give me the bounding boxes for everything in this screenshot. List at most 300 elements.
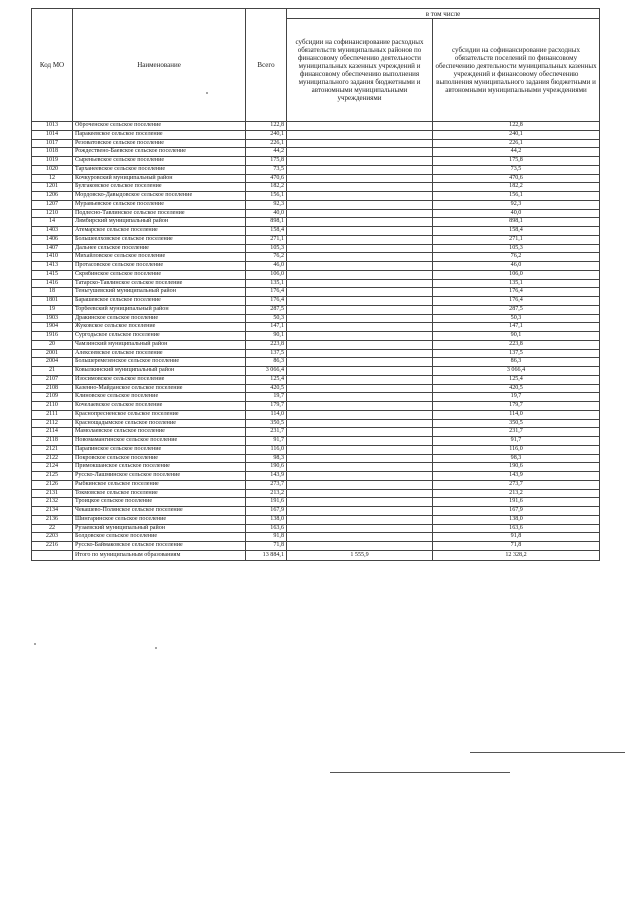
row-sub2: 3 066,4 (433, 367, 600, 376)
row-sub2: 125,4 (433, 375, 600, 384)
row-name: Изосимовское сельское поселение (73, 375, 246, 384)
row-sub2: 50,3 (433, 314, 600, 323)
row-sub1 (287, 445, 433, 454)
row-sub1 (287, 130, 433, 139)
row-total: 91,7 (246, 437, 287, 446)
row-sub2: 122,8 (433, 122, 600, 131)
row-sub2: 137,5 (433, 349, 600, 358)
table-row (32, 393, 600, 402)
table-row (32, 480, 600, 489)
row-code: 2134 (32, 507, 73, 516)
row-sub2: 213,2 (433, 489, 600, 498)
row-total: 3 066,4 (246, 367, 287, 376)
row-total: 125,4 (246, 375, 287, 384)
row-total: 191,6 (246, 498, 287, 507)
row-total: 182,2 (246, 183, 287, 192)
row-sub1 (287, 148, 433, 157)
row-code: 2108 (32, 384, 73, 393)
row-name: Рузаевский муниципальный район (73, 524, 246, 533)
row-name: Русско-Баймаковское сельское поселение (73, 542, 246, 551)
row-sub1 (287, 463, 433, 472)
row-code: 1206 (32, 192, 73, 201)
row-sub1 (287, 279, 433, 288)
row-total: 135,1 (246, 279, 287, 288)
row-sub2: 98,3 (433, 454, 600, 463)
row-sub2: 147,1 (433, 323, 600, 332)
row-sub1 (287, 367, 433, 376)
table-row (32, 305, 600, 314)
total-sub1: 1 555,9 (287, 550, 433, 560)
row-sub1 (287, 270, 433, 279)
row-code: 2110 (32, 402, 73, 411)
row-total: 114,0 (246, 410, 287, 419)
row-sub2: 175,8 (433, 157, 600, 166)
row-total: 147,1 (246, 323, 287, 332)
row-name: Покровское сельское поселение (73, 454, 246, 463)
total-sub2: 12 328,2 (433, 550, 600, 560)
row-name: Краснопресненское сельское поселение (73, 410, 246, 419)
row-code: 2107 (32, 375, 73, 384)
row-total: 271,1 (246, 235, 287, 244)
row-code: 2004 (32, 358, 73, 367)
row-total: 50,3 (246, 314, 287, 323)
scan-speck (34, 643, 36, 645)
row-sub2: 73,5 (433, 165, 600, 174)
row-name: Парапинское сельское поселение (73, 445, 246, 454)
row-code: 1415 (32, 270, 73, 279)
total-row (32, 550, 600, 560)
table-row (32, 122, 600, 131)
row-name: Алексеевское сельское поселение (73, 349, 246, 358)
row-code: 1017 (32, 139, 73, 148)
row-sub2: 898,1 (433, 218, 600, 227)
row-name: Теньгушевский муниципальный район (73, 288, 246, 297)
row-sub2: 223,8 (433, 340, 600, 349)
table-row (32, 437, 600, 446)
row-code: 20 (32, 340, 73, 349)
row-sub2: 179,7 (433, 402, 600, 411)
table-row (32, 410, 600, 419)
row-code: 2203 (32, 533, 73, 542)
row-code: 2121 (32, 445, 73, 454)
row-total: 223,8 (246, 340, 287, 349)
table-row (32, 157, 600, 166)
table-row (32, 402, 600, 411)
row-code: 2109 (32, 393, 73, 402)
table-row (32, 340, 600, 349)
table-row (32, 454, 600, 463)
row-sub2: 138,0 (433, 515, 600, 524)
table-row (32, 445, 600, 454)
table-row (32, 235, 600, 244)
row-sub1 (287, 122, 433, 131)
row-code: 2216 (32, 542, 73, 551)
row-sub1 (287, 393, 433, 402)
row-sub2: 92,3 (433, 200, 600, 209)
row-name: Атемарское сельское поселение (73, 227, 246, 236)
row-total: 98,3 (246, 454, 287, 463)
row-sub2: 240,1 (433, 130, 600, 139)
row-total: 143,9 (246, 472, 287, 481)
row-sub2: 176,4 (433, 288, 600, 297)
table-row (32, 165, 600, 174)
row-total: 91,8 (246, 533, 287, 542)
row-code: 1801 (32, 297, 73, 306)
row-code: 1020 (32, 165, 73, 174)
row-name: Булгаковское сельское поселение (73, 183, 246, 192)
table-row (32, 367, 600, 376)
row-code: 1018 (32, 148, 73, 157)
row-code: 1210 (32, 209, 73, 218)
row-code: 1406 (32, 235, 73, 244)
table-row (32, 253, 600, 262)
table-row (32, 515, 600, 524)
row-sub1 (287, 297, 433, 306)
row-code: 1903 (32, 314, 73, 323)
row-name: Скрябинское сельское поселение (73, 270, 246, 279)
row-name: Большеремезенское сельское поселение (73, 358, 246, 367)
row-name: Барашевское сельское поселение (73, 297, 246, 306)
row-sub2: 287,5 (433, 305, 600, 314)
row-sub2: 135,1 (433, 279, 600, 288)
table-row (32, 192, 600, 201)
row-name: Большеелховское сельское поселение (73, 235, 246, 244)
row-name: Краснощадымское сельское поселение (73, 419, 246, 428)
row-sub2: 191,6 (433, 498, 600, 507)
subsidy-table (31, 8, 600, 561)
table-row (32, 358, 600, 367)
row-sub1 (287, 174, 433, 183)
row-name: Мамолаевское сельское поселение (73, 428, 246, 437)
table-row (32, 349, 600, 358)
row-sub1 (287, 323, 433, 332)
row-sub1 (287, 157, 433, 166)
row-sub2: 231,7 (433, 428, 600, 437)
row-code: 14 (32, 218, 73, 227)
table-row (32, 419, 600, 428)
row-name: Подлесно-Тавлинское сельское поселение (73, 209, 246, 218)
row-sub1 (287, 332, 433, 341)
row-name: Тарханеевское сельское поселение (73, 165, 246, 174)
col-header-group: в том числе (287, 9, 600, 19)
signature-line (330, 772, 510, 773)
row-code: 19 (32, 305, 73, 314)
table-row (32, 463, 600, 472)
row-name: Ковылкинский муниципальный район (73, 367, 246, 376)
row-sub2: 105,3 (433, 244, 600, 253)
row-code: 1201 (32, 183, 73, 192)
col-header-sub2: субсидии на софинансирование расходных обязательств поселений по финансовому обеспечению деятельности муниципальных казенных учреждений и финансовому обеспечению выполнения муниципального задания бюджетными и автономными муниципальными учреждениями (433, 19, 600, 122)
row-sub1 (287, 139, 433, 148)
row-code: 2112 (32, 419, 73, 428)
row-total: 86,3 (246, 358, 287, 367)
row-code: 1403 (32, 227, 73, 236)
row-code: 1207 (32, 200, 73, 209)
row-name: Болдовское сельское поселение (73, 533, 246, 542)
table-row (32, 323, 600, 332)
row-sub2: 76,2 (433, 253, 600, 262)
row-sub2: 273,7 (433, 480, 600, 489)
row-sub1 (287, 227, 433, 236)
row-sub1 (287, 524, 433, 533)
row-sub1 (287, 244, 433, 253)
col-header-total: Всего (246, 9, 287, 122)
row-sub2: 420,5 (433, 384, 600, 393)
table-row (32, 489, 600, 498)
row-total: 350,5 (246, 419, 287, 428)
row-sub2: 226,1 (433, 139, 600, 148)
row-code: 2124 (32, 463, 73, 472)
row-name: Рыбкинское сельское поселение (73, 480, 246, 489)
row-name: Лямбирский муниципальный район (73, 218, 246, 227)
row-sub1 (287, 437, 433, 446)
row-name: Сургодьское сельское поселение (73, 332, 246, 341)
row-total: 106,0 (246, 270, 287, 279)
row-total: 122,8 (246, 122, 287, 131)
row-sub1 (287, 489, 433, 498)
row-name: Дальнее сельское поселение (73, 244, 246, 253)
row-code: 2118 (32, 437, 73, 446)
row-name: Чекашево-Полянское сельское поселение (73, 507, 246, 516)
row-sub1 (287, 498, 433, 507)
table-row (32, 244, 600, 253)
row-sub2: 86,3 (433, 358, 600, 367)
row-sub1 (287, 235, 433, 244)
table-row (32, 279, 600, 288)
total-code (32, 550, 73, 560)
row-total: 420,5 (246, 384, 287, 393)
row-sub2: 190,6 (433, 463, 600, 472)
table-row (32, 148, 600, 157)
row-total: 175,8 (246, 157, 287, 166)
row-sub2: 90,1 (433, 332, 600, 341)
row-sub1 (287, 288, 433, 297)
table-row (32, 314, 600, 323)
row-sub2: 91,7 (433, 437, 600, 446)
row-name: Чамзинский муниципальный район (73, 340, 246, 349)
row-total: 176,4 (246, 288, 287, 297)
row-sub1 (287, 209, 433, 218)
row-name: Клиновское сельское поселение (73, 393, 246, 402)
row-sub1 (287, 480, 433, 489)
table-row (32, 139, 600, 148)
row-name: Жуковское сельское поселение (73, 323, 246, 332)
scan-speck (155, 647, 157, 649)
row-sub2: 46,0 (433, 262, 600, 271)
row-total: 470,6 (246, 174, 287, 183)
row-name: Кочелаевское сельское поселение (73, 402, 246, 411)
row-total: 105,3 (246, 244, 287, 253)
row-code: 1916 (32, 332, 73, 341)
row-name: Резоватовское сельское поселение (73, 139, 246, 148)
row-name: Рождествено-Баевское сельское поселение (73, 148, 246, 157)
row-sub2: 271,1 (433, 235, 600, 244)
row-sub2: 40,0 (433, 209, 600, 218)
row-name: Торбеевский муниципальный район (73, 305, 246, 314)
row-name: Примокшанское сельское поселение (73, 463, 246, 472)
row-name: Татарско-Тавлинское сельское поселение (73, 279, 246, 288)
row-total: 240,1 (246, 130, 287, 139)
row-code: 1407 (32, 244, 73, 253)
table-row (32, 533, 600, 542)
table-row (32, 174, 600, 183)
row-name: Токмовское сельское поселение (73, 489, 246, 498)
row-total: 190,6 (246, 463, 287, 472)
row-total: 116,0 (246, 445, 287, 454)
col-header-sub1: субсидии на софинансирование расходных обязательств муниципальных районов по финансовому обеспечению деятельности муниципальных казенных учреждений и финансовому обеспечению выполнения муниципального задания бюджетными и автономными муниципальными учреждениями (287, 19, 433, 122)
row-sub1 (287, 410, 433, 419)
table-row (32, 227, 600, 236)
row-total: 44,2 (246, 148, 287, 157)
row-code: 2001 (32, 349, 73, 358)
row-name: Кочкуровский муниципальный район (73, 174, 246, 183)
row-name: Казенно-Майданское сельское поселение (73, 384, 246, 393)
row-total: 213,2 (246, 489, 287, 498)
row-sub1 (287, 314, 433, 323)
row-sub1 (287, 472, 433, 481)
row-sub2: 156,1 (433, 192, 600, 201)
row-name: Мордовско-Давыдовское сельское поселение (73, 192, 246, 201)
row-name: Муравьевское сельское поселение (73, 200, 246, 209)
table-row (32, 288, 600, 297)
row-sub1 (287, 507, 433, 516)
table-row (32, 498, 600, 507)
row-code: 1416 (32, 279, 73, 288)
row-total: 158,4 (246, 227, 287, 236)
row-sub2: 143,9 (433, 472, 600, 481)
row-sub1 (287, 419, 433, 428)
table-row (32, 384, 600, 393)
row-sub1 (287, 200, 433, 209)
table-row (32, 297, 600, 306)
row-sub1 (287, 218, 433, 227)
row-total: 138,0 (246, 515, 287, 524)
row-code: 18 (32, 288, 73, 297)
table-row (32, 262, 600, 271)
row-sub2: 470,6 (433, 174, 600, 183)
row-sub2: 44,2 (433, 148, 600, 157)
row-total: 179,7 (246, 402, 287, 411)
row-total: 46,0 (246, 262, 287, 271)
row-sub1 (287, 349, 433, 358)
row-total: 167,9 (246, 507, 287, 516)
col-header-code: Код МО (32, 9, 73, 122)
row-total: 226,1 (246, 139, 287, 148)
table-row (32, 183, 600, 192)
table-row (32, 218, 600, 227)
row-sub2: 350,5 (433, 419, 600, 428)
row-sub2: 19,7 (433, 393, 600, 402)
row-total: 73,5 (246, 165, 287, 174)
row-code: 2114 (32, 428, 73, 437)
row-name: Михайловское сельское поселение (73, 253, 246, 262)
row-sub2: 163,6 (433, 524, 600, 533)
row-sub1 (287, 305, 433, 314)
table-row (32, 332, 600, 341)
row-sub1 (287, 454, 433, 463)
row-name: Шингаринское сельское поселение (73, 515, 246, 524)
row-code: 1013 (32, 122, 73, 131)
row-total: 231,7 (246, 428, 287, 437)
row-code: 21 (32, 367, 73, 376)
row-total: 163,6 (246, 524, 287, 533)
row-code: 1904 (32, 323, 73, 332)
row-sub1 (287, 358, 433, 367)
total-total: 13 884,1 (246, 550, 287, 560)
row-sub1 (287, 165, 433, 174)
row-code: 2136 (32, 515, 73, 524)
total-name: Итого по муниципальным образованиям (73, 550, 246, 560)
row-total: 273,7 (246, 480, 287, 489)
row-code: 22 (32, 524, 73, 533)
row-sub1 (287, 402, 433, 411)
row-total: 76,2 (246, 253, 287, 262)
row-name: Новомамангинское сельское поселение (73, 437, 246, 446)
table-row (32, 542, 600, 551)
row-code: 2122 (32, 454, 73, 463)
row-total: 19,7 (246, 393, 287, 402)
row-sub2: 71,8 (433, 542, 600, 551)
header-row-group (32, 9, 600, 19)
row-sub2: 106,0 (433, 270, 600, 279)
col-header-name: Наименование (73, 9, 246, 122)
row-total: 92,3 (246, 200, 287, 209)
row-name: Троицкое сельское поселение (73, 498, 246, 507)
row-code: 1014 (32, 130, 73, 139)
row-sub2: 91,8 (433, 533, 600, 542)
row-code: 2111 (32, 410, 73, 419)
row-code: 2125 (32, 472, 73, 481)
row-sub1 (287, 253, 433, 262)
row-sub2: 158,4 (433, 227, 600, 236)
row-total: 287,5 (246, 305, 287, 314)
table-row (32, 200, 600, 209)
row-sub1 (287, 262, 433, 271)
row-name: Дракинское сельское поселение (73, 314, 246, 323)
row-sub1 (287, 183, 433, 192)
table-row (32, 524, 600, 533)
row-sub1 (287, 192, 433, 201)
row-sub2: 167,9 (433, 507, 600, 516)
row-sub2: 176,4 (433, 297, 600, 306)
table-row (32, 130, 600, 139)
table-row (32, 507, 600, 516)
row-sub1 (287, 384, 433, 393)
table-row (32, 472, 600, 481)
table-row (32, 428, 600, 437)
row-name: Русско-Лашминское сельское поселение (73, 472, 246, 481)
row-name: Паракеевское сельское поселение (73, 130, 246, 139)
row-sub2: 116,0 (433, 445, 600, 454)
row-code: 1413 (32, 262, 73, 271)
row-name: Оброченское сельское поселение (73, 122, 246, 131)
row-total: 156,1 (246, 192, 287, 201)
signature-line (470, 752, 625, 753)
row-name: Протасовское сельское поселение (73, 262, 246, 271)
row-sub1 (287, 533, 433, 542)
row-sub2: 182,2 (433, 183, 600, 192)
row-code: 2131 (32, 489, 73, 498)
row-total: 898,1 (246, 218, 287, 227)
table-row (32, 375, 600, 384)
row-sub2: 114,0 (433, 410, 600, 419)
row-name: Сыреньевское сельское поселение (73, 157, 246, 166)
row-code: 1019 (32, 157, 73, 166)
row-sub1 (287, 515, 433, 524)
scan-speck (206, 92, 208, 94)
row-code: 2126 (32, 480, 73, 489)
row-sub1 (287, 375, 433, 384)
